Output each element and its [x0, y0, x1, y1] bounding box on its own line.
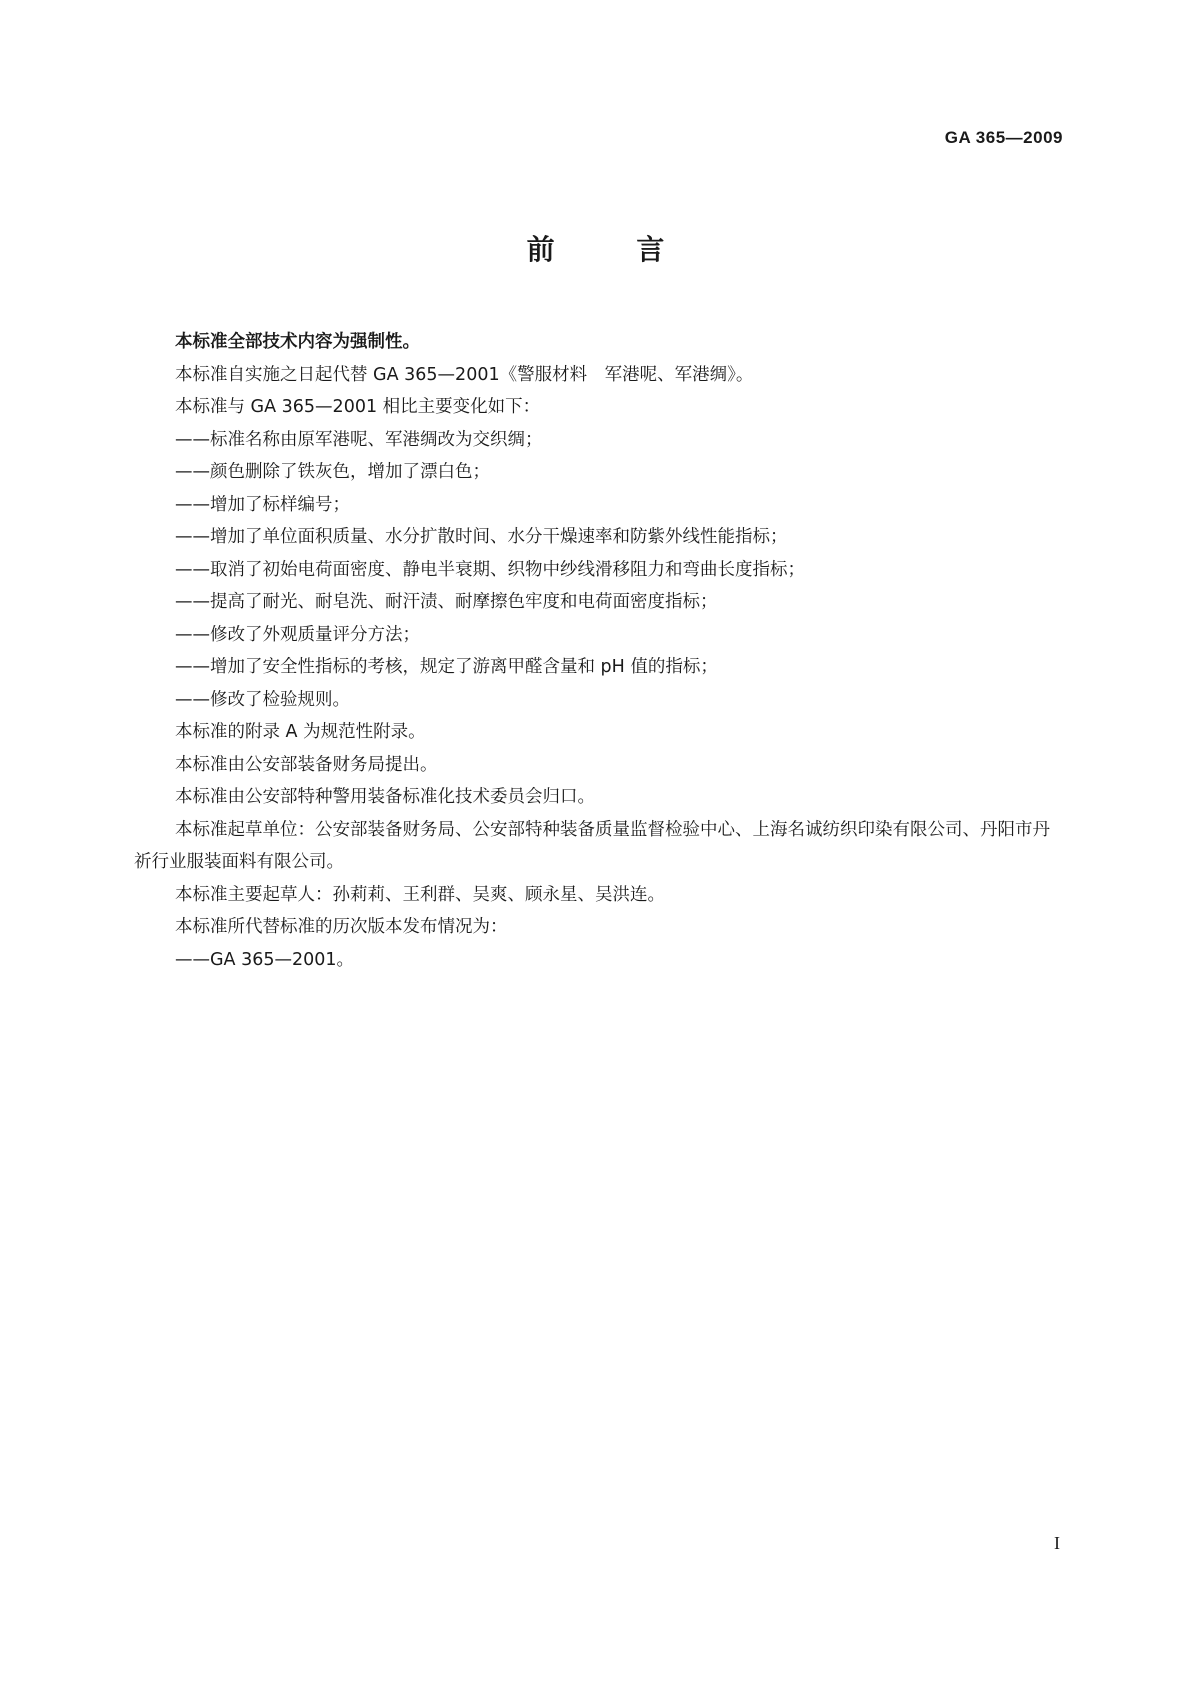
paragraph-drafting-units: 本标准起草单位：公安部装备财务局、公安部特种装备质量监督检验中心、上海名诚纺织印染有限公司、丹阳市丹祈行业服装面料有限公司。: [134, 819, 1050, 872]
paragraph-replaces: 本标准自实施之日起代替 GA 365—2001《警服材料 军港呢、军港绸》。: [175, 364, 754, 385]
paragraph-changes-intro: 本标准与 GA 365—2001 相比主要变化如下：: [175, 397, 541, 417]
change-item: ——修改了检验规则。: [175, 689, 350, 710]
change-item: ——增加了安全性指标的考核，规定了游离甲醛含量和 pH 值的指标；: [175, 657, 718, 677]
paragraph-proposed-by: 本标准由公安部装备财务局提出。: [175, 754, 438, 775]
paragraph-appendix: 本标准的附录 A 为规范性附录。: [175, 722, 426, 742]
previous-edition-item: ——GA 365—2001。: [175, 949, 355, 970]
paragraph-under-jurisdiction: 本标准由公安部特种警用装备标准化技术委员会归口。: [175, 787, 595, 807]
paragraph-previous-editions: 本标准所代替标准的历次版本发布情况为：: [175, 917, 508, 937]
standard-code: GA 365—2009: [944, 128, 1063, 147]
foreword-body: [134, 326, 1066, 976]
change-item: ——增加了单位面积质量、水分扩散时间、水分干燥速率和防紫外线性能指标；: [175, 527, 788, 547]
change-item: ——标准名称由原军港呢、军港绸改为交织绸；: [175, 429, 543, 450]
change-item: ——提高了耐光、耐皂洗、耐汗渍、耐摩擦色牢度和电荷面密度指标；: [175, 592, 718, 612]
change-item: ——取消了初始电荷面密度、静电半衰期、织物中纱线滑移阻力和弯曲长度指标；: [175, 559, 805, 580]
paragraph-drafters: 本标准主要起草人：孙莉莉、王利群、吴爽、顾永星、吴洪连。: [175, 884, 665, 905]
section-title: 前 言: [526, 233, 701, 266]
page-number: I: [1054, 1533, 1060, 1553]
mandatory-statement: 本标准全部技术内容为强制性。: [175, 332, 420, 352]
change-item: ——修改了外观质量评分方法；: [175, 624, 420, 645]
change-item: ——增加了标样编号；: [175, 494, 350, 515]
change-item: ——颜色删除了铁灰色，增加了漂白色；: [175, 462, 490, 482]
